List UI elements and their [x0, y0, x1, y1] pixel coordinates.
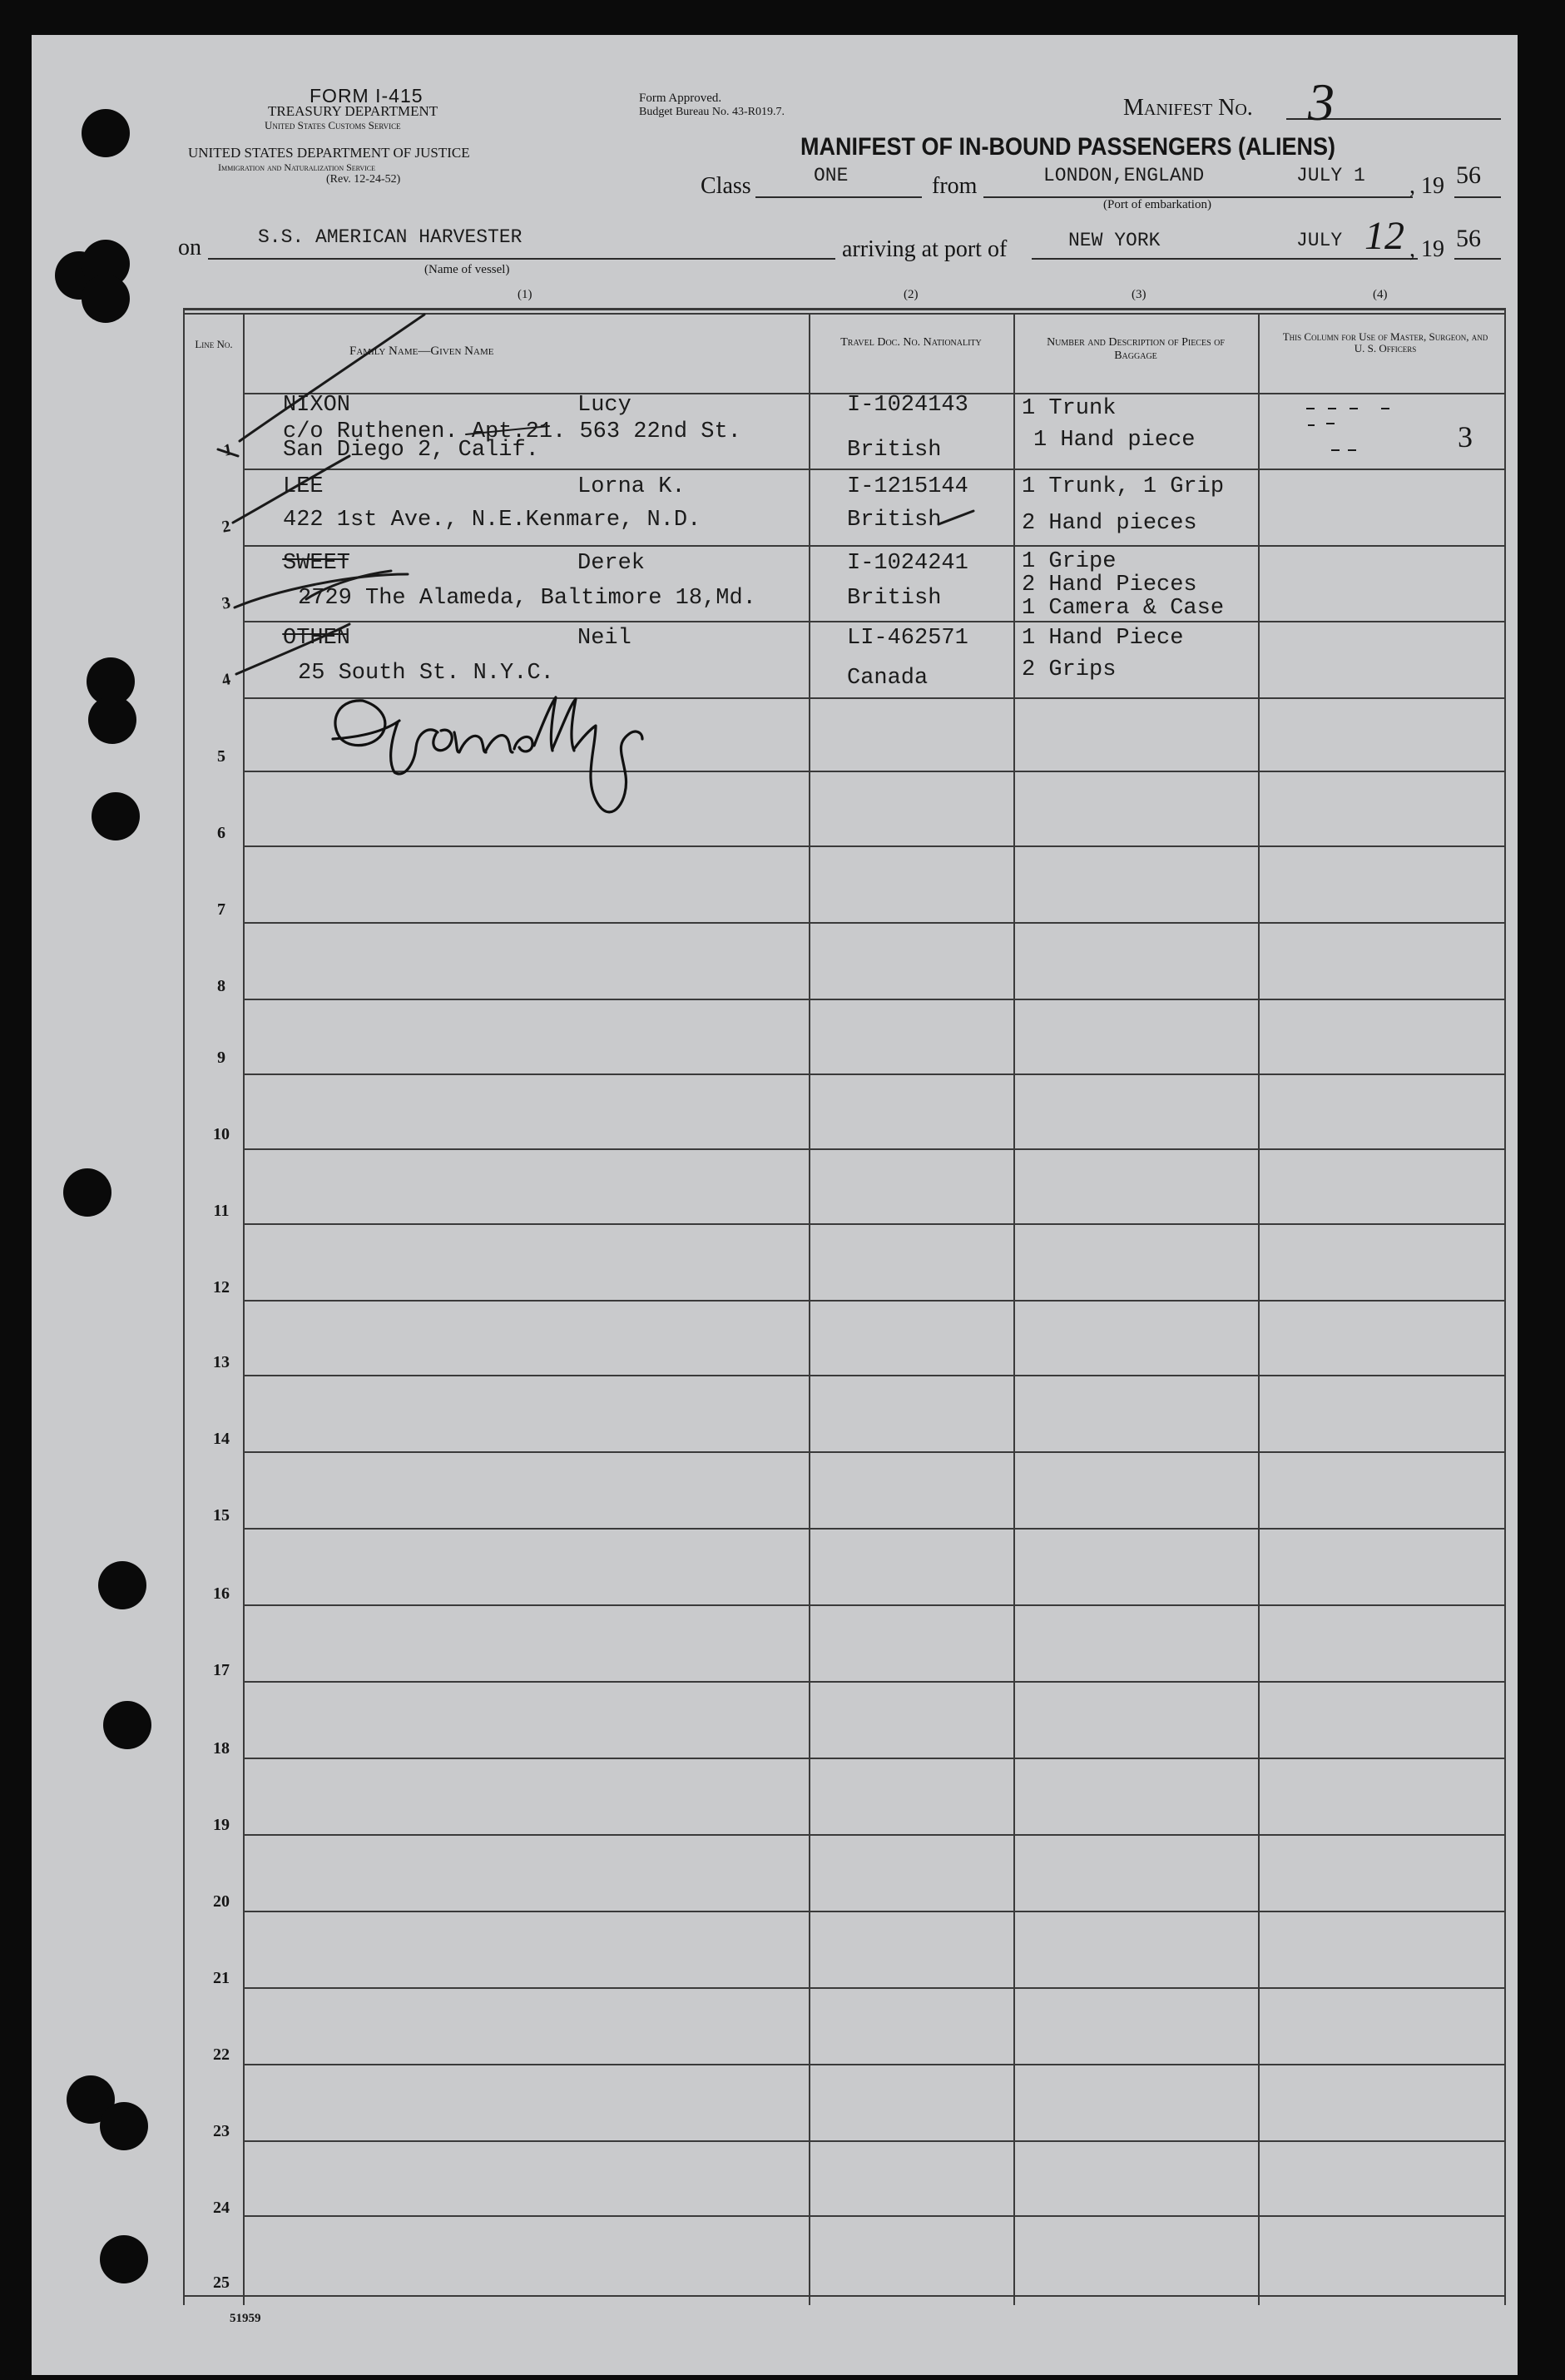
form-approved: Form Approved.: [639, 92, 722, 105]
header-family-name: Family Name—Given Name: [349, 345, 494, 358]
nationality: British: [847, 508, 942, 533]
passenger-family-name: LEE: [283, 474, 324, 499]
departure-year-prefix: , 19: [1409, 173, 1444, 199]
class-value: ONE: [814, 165, 849, 186]
passenger-address: San Diego 2, Calif.: [283, 438, 539, 463]
manifest-no-label: Manifest No.: [1123, 95, 1253, 121]
travel-doc-number: LI-462571: [847, 626, 968, 651]
check-mark-line-5: [236, 624, 349, 674]
passenger-family-name: NIXON: [283, 393, 351, 418]
nationality: British: [847, 438, 942, 463]
nationality: British: [847, 586, 942, 611]
travel-doc-number: I-1215144: [847, 474, 968, 499]
arrival-month: JULY: [1296, 230, 1343, 251]
nationality: Canada: [847, 666, 929, 691]
form-footer-code: 51959: [230, 2312, 261, 2325]
baggage-item: 2 Grips: [1022, 657, 1117, 682]
header-officers: This Column for Use of Master, Surgeon, and U. S. Officers: [1282, 330, 1488, 355]
vessel-caption: (Name of vessel): [424, 263, 510, 276]
line-number: 11: [213, 1202, 230, 1220]
passenger-address: c/o Ruthenen. Apt.21. 563 22nd St.: [283, 419, 741, 444]
port-of-embarkation: LONDON,ENGLAND: [1043, 165, 1205, 186]
line-number: 2: [220, 517, 232, 537]
line-number: 7: [217, 900, 225, 919]
line-number: 13: [213, 1353, 230, 1371]
line-number: 12: [213, 1278, 230, 1297]
on-label: on: [178, 235, 201, 260]
travel-doc-number: I-1024241: [847, 551, 968, 576]
passenger-given-name: Neil: [577, 626, 631, 651]
baggage-item: 1 Camera & Case: [1022, 596, 1225, 621]
travel-doc-number: I-1024143: [847, 393, 968, 418]
port-embarkation-caption: (Port of embarkation): [1103, 198, 1211, 211]
line-number: 6: [217, 824, 225, 842]
line-number: 16: [213, 1584, 230, 1603]
header-line-no: Line No.: [195, 338, 233, 350]
baggage-item: 1 Hand piece: [1033, 428, 1196, 453]
departure-date: JULY 1: [1296, 165, 1365, 186]
customs-service: United States Customs Service: [265, 119, 401, 131]
line-number: 25: [213, 2273, 230, 2292]
line-number: 20: [213, 1892, 230, 1911]
manifest-no-value: 3: [1308, 72, 1335, 131]
baggage-item: 1 Trunk, 1 Grip: [1022, 474, 1225, 499]
department-of-justice: UNITED STATES DEPARTMENT OF JUSTICE: [188, 145, 470, 161]
line-number: 3: [220, 593, 232, 613]
class-label: Class: [701, 173, 751, 199]
passenger-given-name: Lorna K.: [577, 474, 686, 499]
column-number-1: (1): [518, 288, 532, 301]
baggage-item: 2 Hand Pieces: [1022, 573, 1197, 597]
line-number: 9: [217, 1049, 225, 1067]
passenger-given-name: Lucy: [577, 393, 631, 418]
line-number: 15: [213, 1506, 230, 1525]
column-number-3: (3): [1132, 288, 1147, 301]
arrival-port: NEW YORK: [1068, 230, 1161, 251]
passenger-address: 422 1st Ave., N.E.Kenmare, N.D.: [283, 508, 701, 533]
officer-signature: [333, 697, 642, 812]
check-mark-line-1: [240, 315, 424, 441]
officer-mark: 3: [1458, 420, 1473, 454]
line-number: 14: [213, 1430, 230, 1448]
arriving-label: arriving at port of: [842, 236, 1008, 262]
line-number: 10: [213, 1125, 230, 1143]
manifest-title: MANIFEST OF IN-BOUND PASSENGERS (ALIENS): [800, 133, 1336, 161]
baggage-item: 1 Hand Piece: [1022, 626, 1184, 651]
arrival-day: 12: [1364, 214, 1404, 258]
line-number: 19: [213, 1816, 230, 1834]
passenger-address: 25 South St. N.Y.C.: [298, 661, 554, 686]
from-label: from: [932, 173, 978, 199]
form-revision: (Rev. 12-24-52): [326, 173, 401, 186]
check-mark-line-3: [233, 456, 349, 523]
column-number-4: (4): [1373, 288, 1388, 301]
treasury-department: TREASURY DEPARTMENT: [268, 103, 438, 119]
header-baggage: Number and Description of Pieces of Baggage: [1047, 336, 1225, 362]
arrival-year: 56: [1456, 225, 1481, 252]
line-number: 21: [213, 1969, 230, 1987]
line-number: 4: [220, 670, 232, 690]
line-number: 18: [213, 1739, 230, 1758]
line-number: 5: [217, 747, 225, 766]
passenger-family-name: SWEET: [283, 551, 351, 576]
immigration-service: Immigration and Naturalization Service: [218, 161, 376, 173]
vessel-name: S.S. AMERICAN HARVESTER: [258, 226, 522, 248]
line-number: 23: [213, 2122, 230, 2140]
line-number: 24: [213, 2199, 230, 2217]
passenger-given-name: Derek: [577, 551, 646, 576]
header-travel-doc: Travel Doc. No. Nationality: [840, 336, 982, 349]
officer-column-dots: [1306, 408, 1389, 451]
form-number: FORM I-415: [310, 85, 423, 107]
departure-year: 56: [1456, 161, 1481, 189]
column-number-2: (2): [904, 288, 919, 301]
nationality-tick: [939, 511, 973, 524]
baggage-item: 1 Trunk: [1022, 396, 1117, 421]
passenger-family-name: OTHEN: [283, 626, 351, 651]
line-number: 17: [213, 1661, 230, 1679]
baggage-item: 2 Hand pieces: [1022, 511, 1197, 536]
line-number: 8: [217, 977, 225, 995]
strike-address: [466, 426, 549, 434]
budget-bureau-number: Budget Bureau No. 43-R019.7.: [639, 106, 785, 118]
baggage-item: 1 Gripe: [1022, 549, 1117, 574]
arrival-year-prefix: , 19: [1409, 236, 1444, 262]
line-number: 1: [222, 440, 234, 460]
line-number: 22: [213, 2045, 230, 2064]
passenger-address: 2729 The Alameda, Baltimore 18,Md.: [298, 586, 756, 611]
check-mark-line-2: [218, 449, 238, 456]
